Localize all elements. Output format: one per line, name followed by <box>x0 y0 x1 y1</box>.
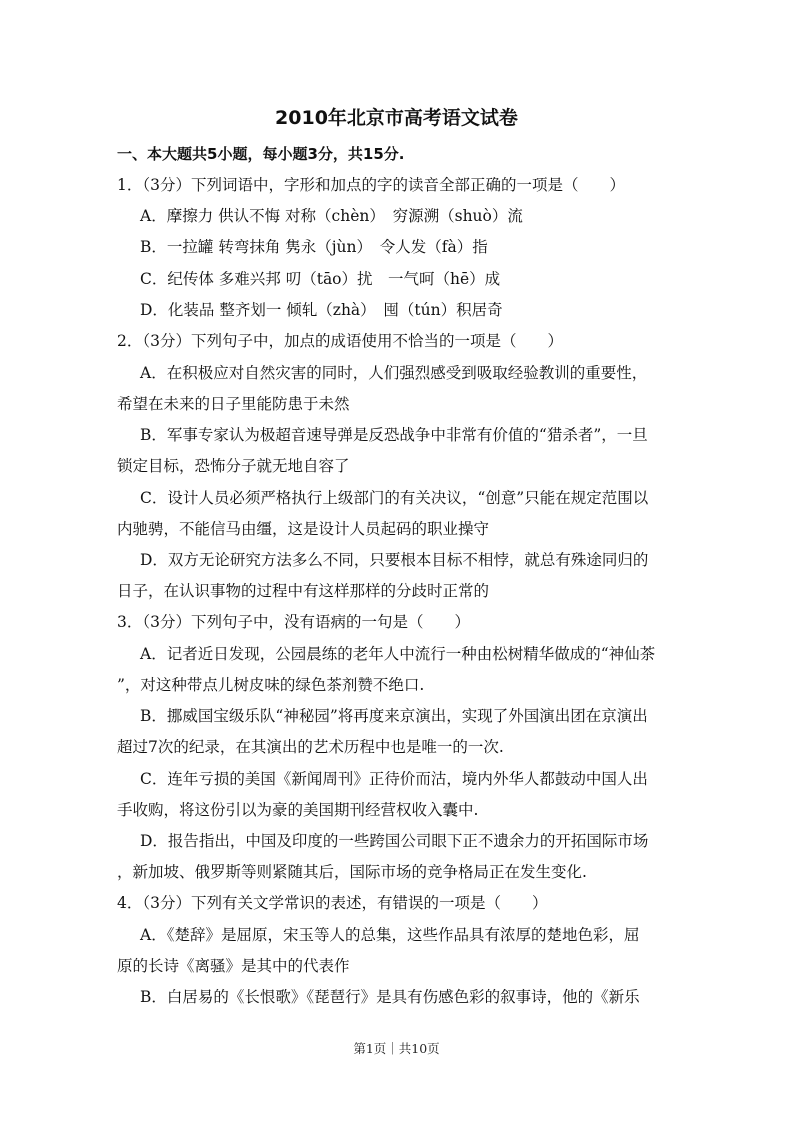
question-2-option-c-cont: 内驰骋，不能信马由缰，这是设计人员起码的职业操守 <box>117 520 490 538</box>
question-3-option-b-cont: 超过7次的纪录，在其演出的艺术历程中也是唯一的一次. <box>117 738 504 756</box>
question-2-option-b: B．军事专家认为极超音速导弹是反恐战争中非常有价值的“猎杀者”，一旦 <box>140 426 648 444</box>
question-4-option-a-cont: 原的长诗《离骚》是其中的代表作 <box>117 957 350 975</box>
question-2-option-a-cont: 希望在未来的日子里能防患于未然 <box>117 395 350 413</box>
question-2-option-a: A．在积极应对自然灾害的同时，人们强烈感受到吸取经验教训的重要性， <box>140 364 648 382</box>
question-4-option-a: A．《楚辞》是屈原，宋玉等人的总集，这些作品具有浓厚的楚地色彩，屈 <box>140 926 640 944</box>
question-2-option-b-cont: 锁定目标，恐怖分子就无地自容了 <box>117 457 350 475</box>
question-3-option-a: A．记者近日发现，公园晨练的老年人中流行一种由松树精华做成的“神仙茶 <box>140 645 656 663</box>
question-2-stem: 2．（3分）下列句子中，加点的成语使用不恰当的一项是（ ） <box>117 332 563 350</box>
question-1-stem: 1．（3分）下列词语中，字形和加点的字的读音全部正确的一项是（ ） <box>117 176 625 194</box>
question-2-option-d: D．双方无论研究方法多么不同，只要根本目标不相悖，就总有殊途同归的 <box>140 551 649 569</box>
question-1-option-d: D．化装品 整齐划一 倾轧（zhà） 囤（tún）积居奇 <box>140 301 503 319</box>
question-3-stem: 3．（3分）下列句子中，没有语病的一句是（ ） <box>117 613 470 631</box>
question-3-option-b: B．挪威国宝级乐队“神秘园”将再度来京演出，实现了外国演出团在京演出 <box>140 707 648 725</box>
page-title: 2010年北京市高考语文试卷 <box>275 107 518 129</box>
question-3-option-c-cont: 手收购，将这份引以为豪的美国期刊经营权收入囊中. <box>117 801 479 819</box>
question-2-option-d-cont: 日子，在认识事物的过程中有这样那样的分歧时正常的 <box>117 582 490 600</box>
question-2-option-c: C．设计人员必须严格执行上级部门的有关决议，“创意”只能在规定范围以 <box>140 489 649 507</box>
question-4-stem: 4．（3分）下列有关文学常识的表述，有错误的一项是（ ） <box>117 894 548 912</box>
question-3-option-d-cont: ，新加坡、俄罗斯等则紧随其后，国际市场的竞争格局正在发生变化. <box>117 863 587 881</box>
page-footer: 第1页｜共10页 <box>353 1041 440 1056</box>
question-1-option-a: A．摩擦力 供认不悔 对称（chèn） 穷源溯（shuò）流 <box>140 207 523 225</box>
question-1-option-c: C．纪传体 多难兴邦 叨（tāo）扰 一气呵（hē）成 <box>140 270 501 288</box>
question-3-option-d: D．报告指出，中国及印度的一些跨国公司眼下正不遗余力的开拓国际市场 <box>140 832 649 850</box>
question-4-option-b: B．白居易的《长恨歌》《琵琶行》是具有伤感色彩的叙事诗，他的《新乐 <box>140 988 640 1006</box>
section-heading: 一、本大题共5小题，每小题3分，共15分. <box>117 145 405 163</box>
question-1-option-b: B．一拉罐 转弯抹角 隽永（jùn） 令人发（fà）指 <box>140 238 488 256</box>
question-3-option-a-cont: ”，对这种带点儿树皮味的绿色茶剂赞不绝口. <box>117 676 425 694</box>
question-3-option-c: C．连年亏损的美国《新闻周刊》正待价而沽，境内外华人都鼓动中国人出 <box>140 770 648 788</box>
